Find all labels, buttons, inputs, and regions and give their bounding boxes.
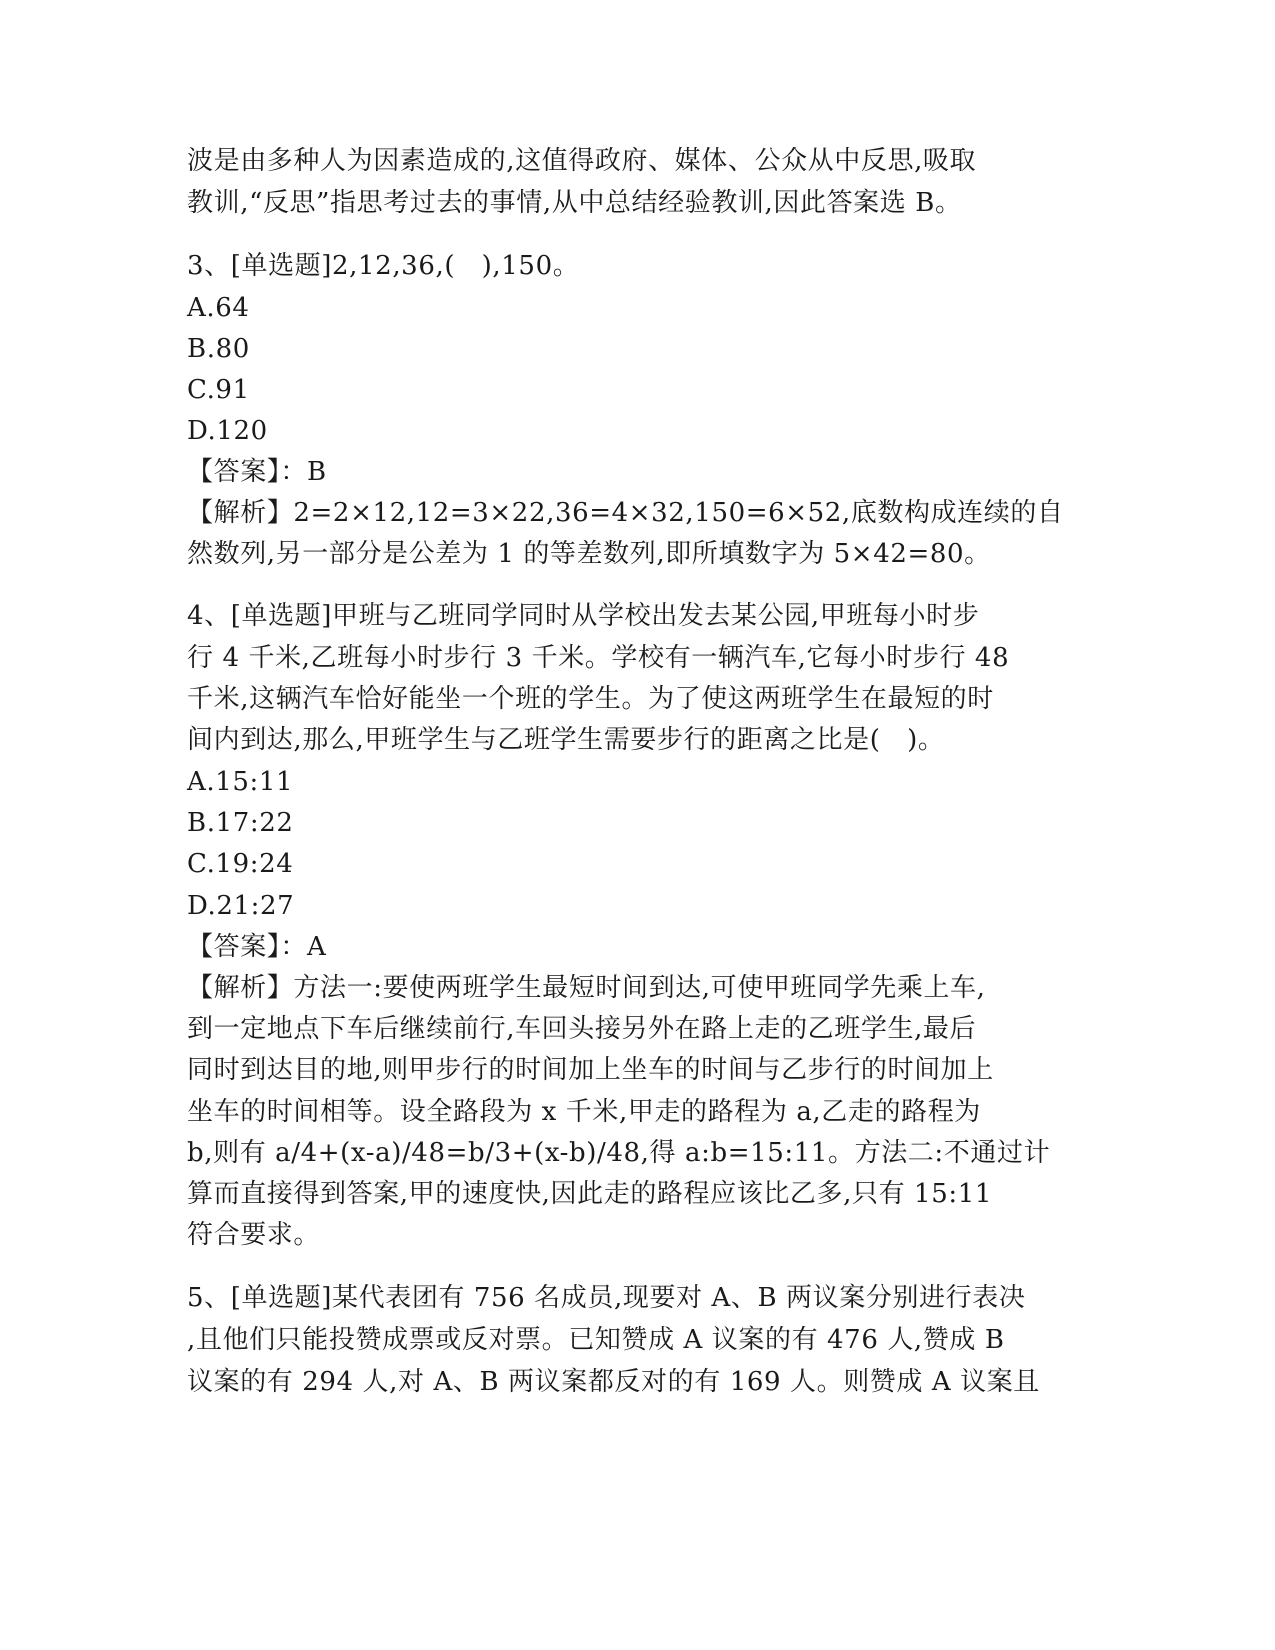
question-4-stem-line-1: 4、[单选题]甲班与乙班同学同时从学校出发去某公园,甲班每小时步	[187, 601, 980, 631]
analysis-text: 2=2×12,12=3×22,36=4×32,150=6×52,底数构成连续的自	[293, 498, 1064, 528]
question-3-answer	[187, 454, 327, 490]
question-4-analysis-line-3: 同时到达目的地,则甲步行的时间加上坐车的时间与乙步行的时间加上	[187, 1055, 994, 1085]
question-3-analysis-line-2: 然数列,另一部分是公差为 1 的等差数列,即所填数字为 5×42=80。	[187, 539, 991, 569]
analysis-label: 【解析】	[187, 973, 294, 1003]
analysis-text: 方法一:要使两班学生最短时间到达,可使甲班同学先乘上车,	[293, 973, 986, 1003]
question-3-option-c: C.91	[187, 375, 250, 405]
question-4-option-c: C.19:24	[187, 849, 294, 879]
question-4-analysis-line-2: 到一定地点下车后继续前行,车回头接另外在路上走的乙班学生,最后	[187, 1014, 977, 1044]
question-3-stem: 3、[单选题]2,12,36,( ),150。	[187, 251, 580, 281]
question-4-analysis-line-4: 坐车的时间相等。设全路段为 x 千米,甲走的路程为 a,乙走的路程为	[187, 1097, 981, 1127]
question-5-stem-line-2: ,且他们只能投赞成票或反对票。已知赞成 A 议案的有 476 人,赞成 B	[187, 1325, 1005, 1355]
answer-value: ：B	[280, 457, 327, 487]
question-4-analysis-line-6: 算而直接得到答案,甲的速度快,因此走的路程应该比乙多,只有 15:11	[187, 1179, 992, 1209]
question-5-stem-line-1: 5、[单选题]某代表团有 756 名成员,现要对 A、B 两议案分别进行表决	[187, 1283, 1026, 1313]
question-5-stem-line-3: 议案的有 294 人,对 A、B 两议案都反对的有 169 人。则赞成 A 议案且	[187, 1367, 1040, 1397]
question-4-stem-line-2: 行 4 千米,乙班每小时步行 3 千米。学校有一辆汽车,它每小时步行 48	[187, 643, 1010, 673]
answer-label: 【答案】	[187, 932, 281, 962]
question-4-analysis-line-1	[187, 970, 986, 1006]
analysis-label: 【解析】	[187, 498, 294, 528]
question-4-option-d: D.21:27	[187, 891, 295, 921]
answer-label: 【答案】	[187, 457, 281, 487]
question-4-stem-line-4: 间内到达,那么,甲班学生与乙班学生需要步行的距离之比是( )。	[187, 725, 945, 755]
question-3-option-b: B.80	[187, 334, 250, 364]
question-3-option-a: A.64	[187, 293, 250, 323]
question-4-answer	[187, 929, 326, 965]
question-3-option-d: D.120	[187, 416, 268, 446]
answer-value: ：A	[280, 932, 327, 962]
question-4-analysis-line-5: b,则有 a/4+(x-a)/48=b/3+(x-b)/48,得 a:b=15:11。方法二:不通过计	[187, 1138, 1051, 1168]
question-4-analysis-line-7: 符合要求。	[187, 1220, 321, 1250]
explanation-continued-line-2: 教训,“反思”指思考过去的事情,从中总结经验教训,因此答案选 B。	[187, 188, 962, 218]
question-4-option-a: A.15:11	[187, 767, 294, 797]
question-3-analysis-line-1	[187, 495, 1064, 531]
explanation-continued-line-1: 波是由多种人为因素造成的,这值得政府、媒体、公众从中反思,吸取	[187, 146, 977, 176]
question-4-stem-line-3: 千米,这辆汽车恰好能坐一个班的学生。为了使这两班学生在最短的时	[187, 684, 994, 714]
question-4-option-b: B.17:22	[187, 808, 294, 838]
